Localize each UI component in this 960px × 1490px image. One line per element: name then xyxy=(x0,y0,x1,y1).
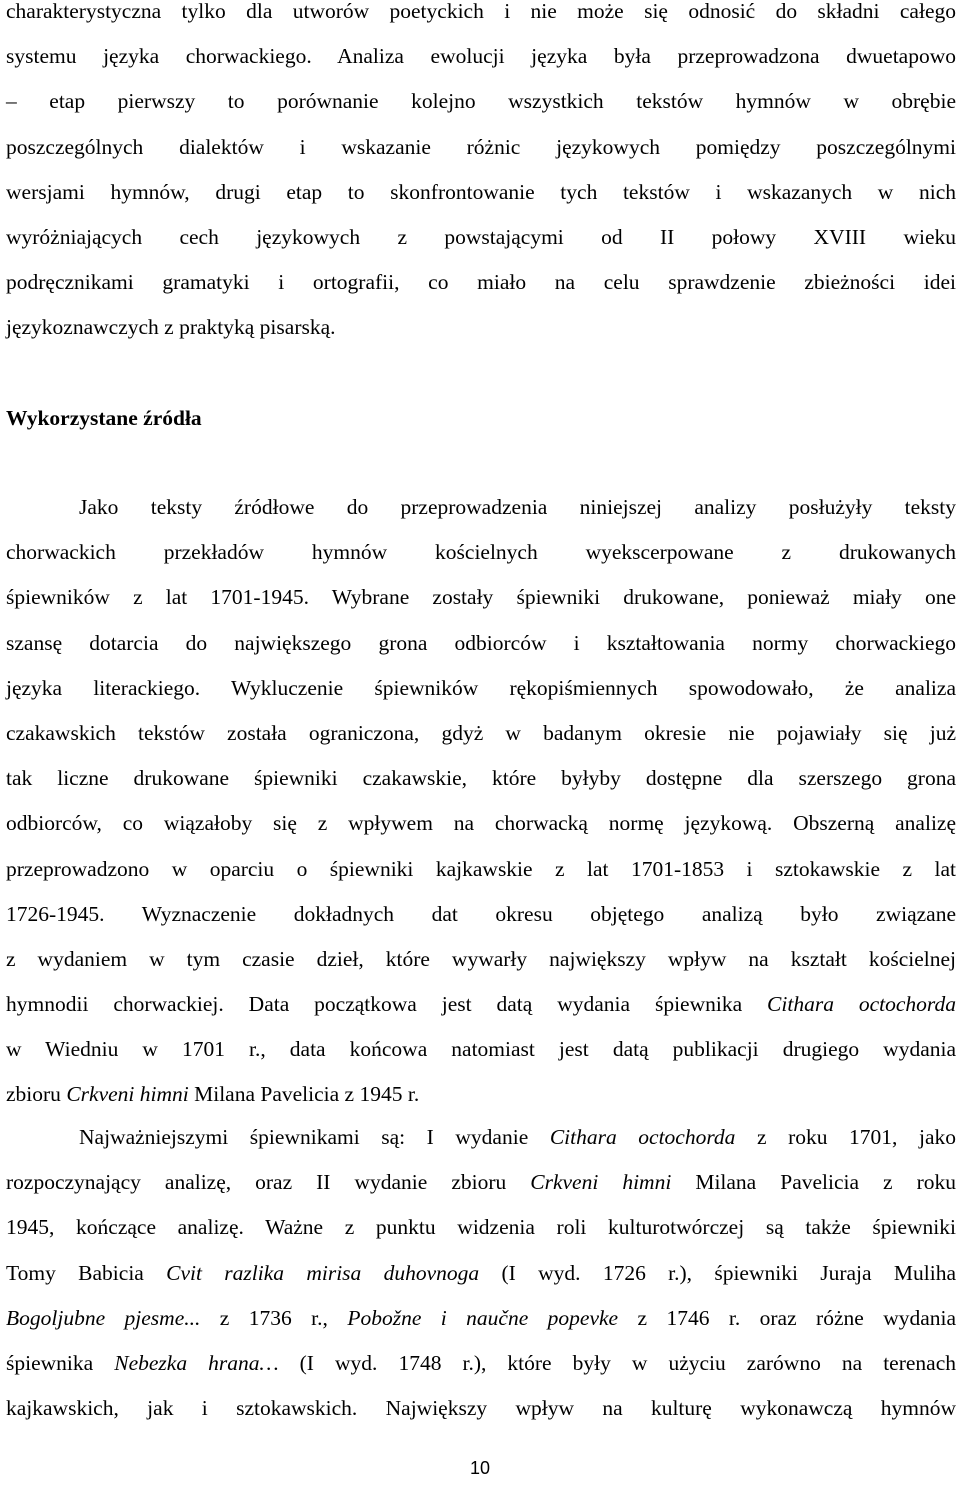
text-line: chorwackich przekładów hymnów kościelnych wyekscerpowane z drukowanych xyxy=(6,540,956,565)
text-line: z wydaniem w tym czasie dzieł, które wywarły największy wpływ na kształt kościelnej xyxy=(6,946,956,971)
paragraph-methodology xyxy=(6,0,956,351)
text-span: (I wyd. 1748 r.), które były w użyciu zarówno na terenach xyxy=(299,1350,956,1375)
text-span: Najważniejszymi śpiewnikami są: I wydanie xyxy=(79,1125,529,1149)
text-line xyxy=(6,1341,956,1386)
section-heading: Wykorzystane źródła xyxy=(6,406,202,430)
text-line: przeprowadzono w oparciu o śpiewniki kajkawskie z lat 1701-1853 i sztokawskie z lat xyxy=(6,856,956,881)
text-line: poszczególnych dialektów i wskazanie różnic językowych pomiędzy poszczególnymi xyxy=(6,134,956,159)
text-line: śpiewników z lat 1701-1945. Wybrane zostały śpiewniki drukowane, ponieważ miały one xyxy=(6,585,956,610)
text-line: czakawskich tekstów została ograniczona, gdyż w badanym okresie nie pojawiały się już xyxy=(6,720,956,745)
text-span: z roku 1701, jako xyxy=(756,1125,956,1149)
text-span: Tomy Babicia xyxy=(6,1260,144,1285)
text-span: śpiewnika xyxy=(6,1350,94,1375)
text-line xyxy=(6,1296,956,1341)
text-span: rozpoczynający analizę, oraz II wydanie zbioru xyxy=(6,1170,507,1195)
text-line: tak liczne drukowane śpiewniki czakawskie, które byłyby dostępne dla szerszego grona xyxy=(6,766,956,791)
text-span: zbioru xyxy=(6,1082,61,1107)
text-line: w Wiedniu w 1701 r., data końcowa natomiast jest datą publikacji drugiego wydania xyxy=(6,1037,956,1062)
paragraph-songbooks xyxy=(6,1115,956,1431)
text-line xyxy=(6,1115,956,1160)
book-title: Cithara octochorda xyxy=(549,1125,736,1149)
text-line: wyróżniających cech językowych z powstającymi od II połowy XVIII wieku xyxy=(6,224,956,249)
text-line: podręcznikami gramatyki i ortografii, co miało na celu sprawdzenie zbieżności idei xyxy=(6,270,956,295)
book-title: Cvit razlika mirisa duhovnoga xyxy=(166,1260,480,1285)
text-span: Milana Pavelicia z 1945 r. xyxy=(194,1082,420,1107)
paragraph-sources xyxy=(6,485,956,1118)
text-line xyxy=(6,1160,956,1205)
text-line xyxy=(6,1072,956,1117)
page-number: 10 xyxy=(469,1458,491,1478)
text-line: językoznawczych z praktyką pisarską. xyxy=(6,315,336,340)
text-line: systemu języka chorwackiego. Analiza ewolucji języka była przeprowadzona dwuetapowo xyxy=(6,44,956,69)
text-span: z 1736 r., xyxy=(219,1305,328,1330)
text-line: 1945, kończące analizę. Ważne z punktu widzenia roli kulturotwórczej są także śpiewniki xyxy=(6,1215,956,1240)
book-title: Cithara octochorda xyxy=(767,992,956,1017)
text-line: Jako teksty źródłowe do przeprowadzenia niniejszej analizy posłużyły teksty xyxy=(79,495,956,519)
text-line xyxy=(6,982,956,1027)
text-line: kajkawskich, jak i sztokawskich. Największy wpływ na kulturę wykonawczą hymnów xyxy=(6,1396,956,1421)
text-span: z 1746 r. oraz różne wydania xyxy=(637,1305,957,1330)
text-line: odbiorców, co wiązałoby się z wpływem na chorwacką normę językową. Obszerną analizę xyxy=(6,811,956,836)
text-line: wersjami hymnów, drugi etap to skonfrontowanie tych tekstów i wskazanych w nich xyxy=(6,179,956,204)
text-line: – etap pierwszy to porównanie kolejno wszystkich tekstów hymnów w obrębie xyxy=(6,89,956,114)
text-span: hymnodii chorwackiej. Data początkowa jest datą wydania śpiewnika xyxy=(6,992,743,1017)
book-title: Pobožne i naučne popevke xyxy=(347,1305,619,1330)
book-title: Crkveni himni xyxy=(66,1082,189,1107)
text-line: 1726-1945. Wyznaczenie dokładnych dat okresu objętego analizą było związane xyxy=(6,901,956,926)
text-line: szansę dotarcia do największego grona odbiorców i kształtowania normy chorwackiego xyxy=(6,630,956,655)
text-line: języka literackiego. Wykluczenie śpiewników rękopiśmiennych spowodowało, że analiza xyxy=(6,675,956,700)
book-title: Bogoljubne pjesme... xyxy=(6,1305,201,1330)
text-span: (I wyd. 1726 r.), śpiewniki Juraja Muliha xyxy=(501,1260,956,1285)
book-title: Crkveni himni xyxy=(530,1170,672,1195)
text-line: charakterystyczna tylko dla utworów poetyckich i nie może się odnosić do składni całego xyxy=(6,0,956,23)
text-span: Milana Pavelicia z roku xyxy=(695,1170,956,1195)
book-title: Nebezka hrana… xyxy=(114,1350,279,1375)
text-line xyxy=(6,1251,956,1296)
